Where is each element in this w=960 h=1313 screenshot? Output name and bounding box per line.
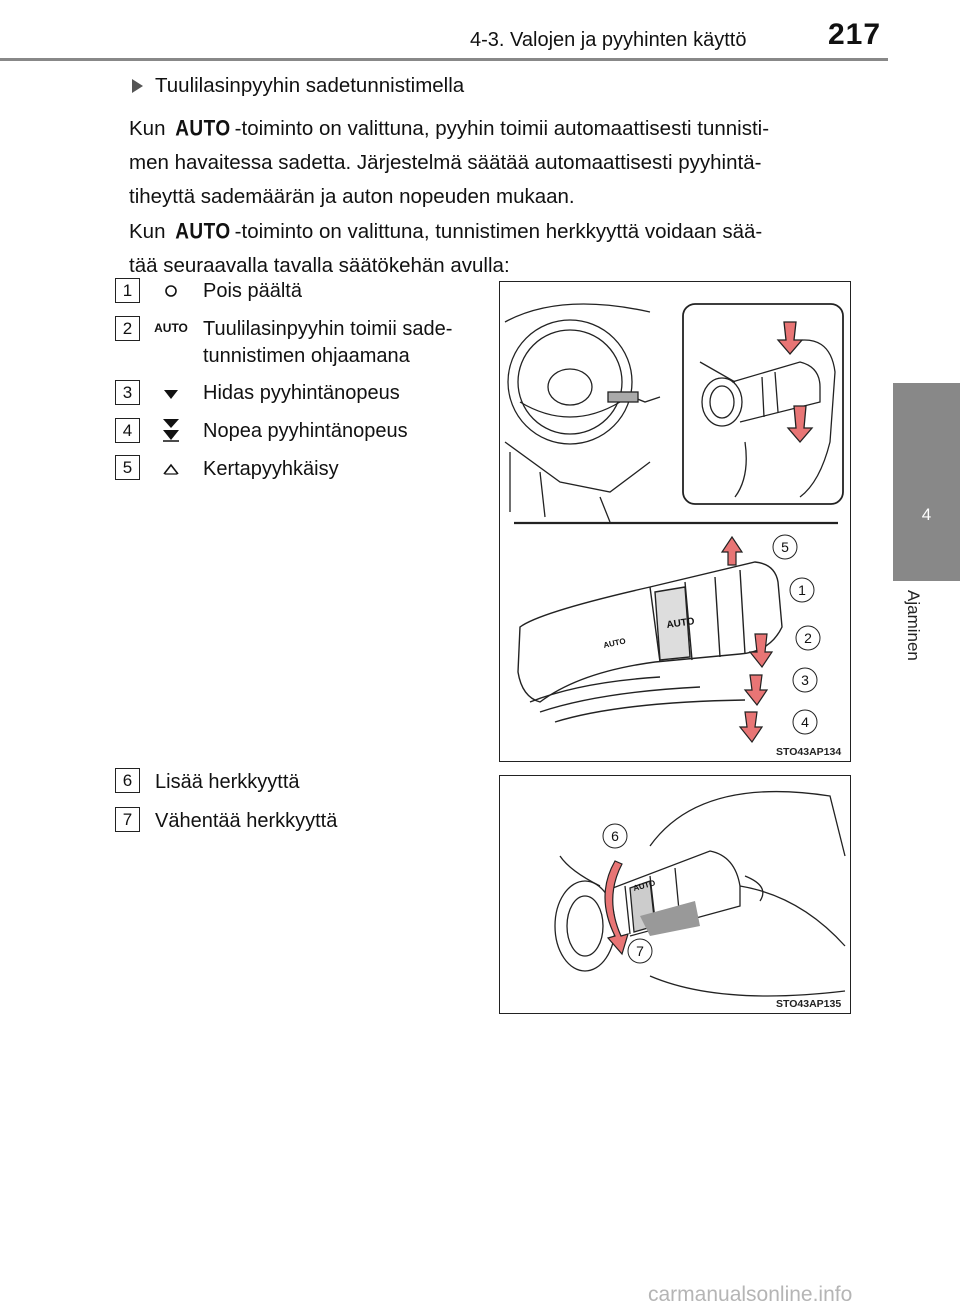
chapter-label [895,590,935,670]
item-text: Lisää herkkyyttä [155,771,300,793]
callout-number: 4 [801,714,809,730]
item-number: 5 [115,455,140,480]
item-text: Hidas pyyhintänopeus [203,382,400,404]
callout-number: 5 [781,539,789,555]
para1-line1 [129,112,769,147]
item-text: Kertapyyhkäisy [203,458,339,480]
para2-prefix: Kun [129,220,166,243]
subsection-heading: Tuulilasinpyyhin sadetunnistimella [155,74,465,97]
item-text: Vähentää herkkyyttä [155,810,338,832]
callout-number: 3 [801,672,809,688]
wiper-figure-2 [499,775,851,1014]
item-number: 4 [115,418,140,443]
lever-auto-label: AUTO [632,878,657,893]
para1-line3: tiheyttä sademäärän ja auton nopeuden mukaan. [129,185,575,208]
single-wipe-icon [156,457,186,481]
item-number: 1 [115,278,140,303]
lever-auto-label: AUTO [602,636,627,650]
para1-line1-rest: -toiminto on valittuna, pyyhin toimii automaattisesti tunnisti- [234,117,770,140]
auto-symbol: AUTO [175,117,231,142]
item-number: 7 [115,807,140,832]
auto-mode-icon: AUTO [154,321,188,335]
header-divider [0,58,888,61]
callout-number: 1 [798,582,806,598]
para2-line1-rest: -toiminto on valittuna, tunnistimen herkkyyttä voidaan sää- [234,220,763,243]
figure-code: STO43AP134 [776,746,842,758]
item-number: 3 [115,380,140,405]
item-text: Nopea pyyhintänopeus [203,420,408,442]
para1-line2: men havaitessa sadetta. Järjestelmä säätää automaattisesti pyyhintä- [129,151,762,174]
item-text: Tuulilasinpyyhin toimii sade- [203,318,453,340]
para1-prefix: Kun [129,117,166,140]
off-icon [156,279,186,303]
chapter-tab [893,383,960,581]
para2-line2: tää seuraavalla tavalla säätökehän avulla: [129,254,510,277]
item-number: 2 [115,316,140,341]
callout-number: 2 [804,630,812,646]
item-text: tunnistimen ohjaamana [203,345,410,367]
item-number: 6 [115,768,140,793]
wiper-illustration-2 [500,776,850,1013]
high-speed-icon [156,418,186,442]
item-text: Pois päältä [203,280,302,302]
section-title: 4-3. Valojen ja pyyhinten käyttö [470,29,747,51]
wiper-illustration-1 [500,282,850,761]
chapter-label-text: Ajaminen [904,590,923,661]
watermark: carmanualsonline.info [648,1283,853,1306]
para2-line1 [129,215,762,250]
low-speed-icon [156,382,186,406]
callout-number: 6 [611,828,619,844]
figure-code: STO43AP135 [776,998,842,1010]
page-number: 217 [828,18,882,51]
lever-auto-label: AUTO [665,616,696,631]
wiper-figure-1 [499,281,851,762]
auto-symbol: AUTO [175,220,231,245]
chapter-number: 4 [921,505,932,524]
bullet-icon [132,79,143,93]
callout-number: 7 [636,943,644,959]
